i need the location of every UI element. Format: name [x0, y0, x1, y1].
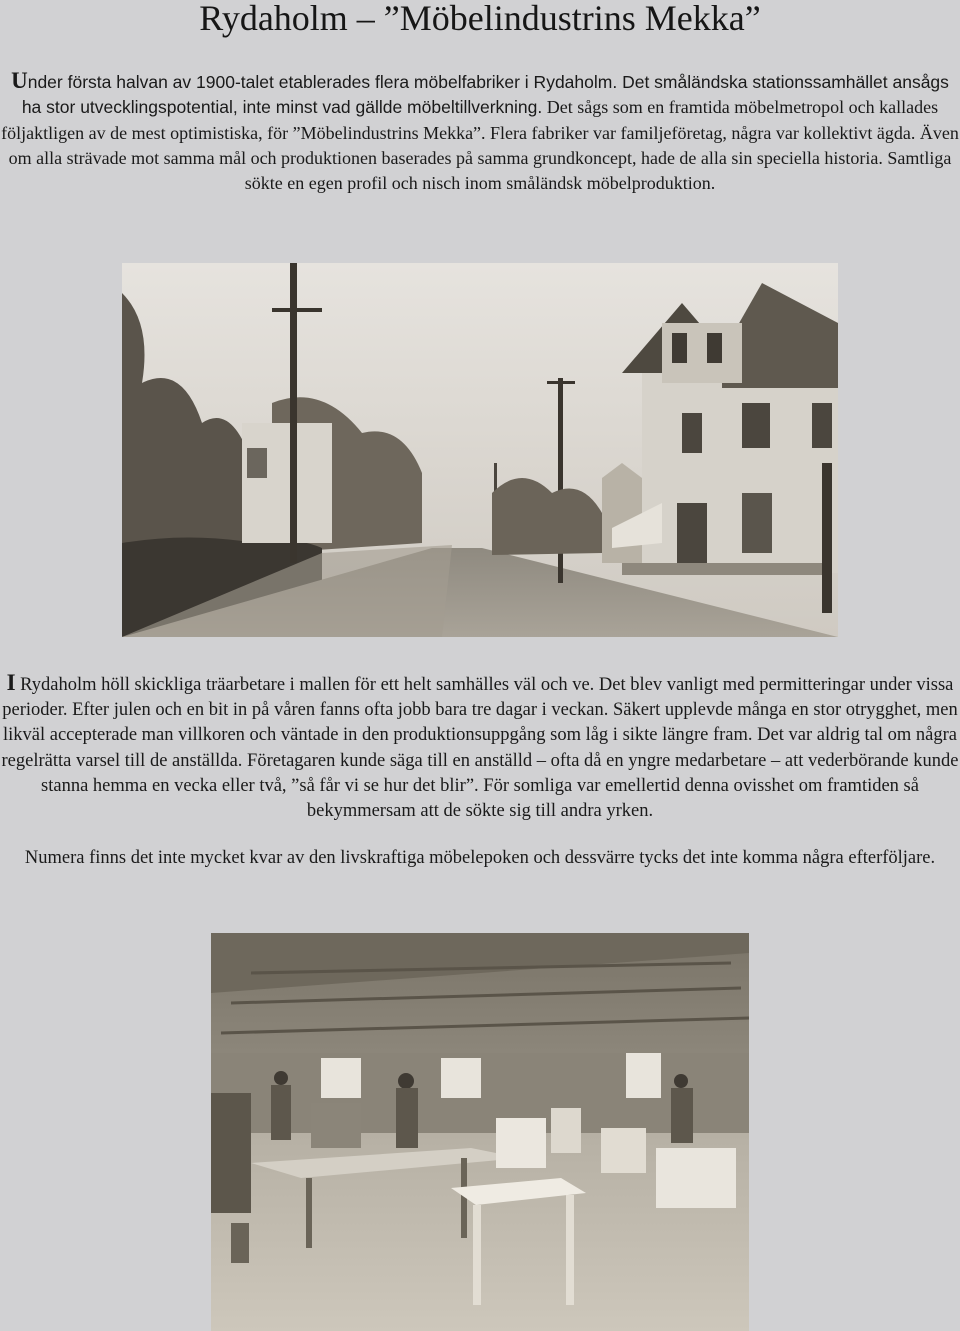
workshop-photo-graphic: [211, 933, 749, 1331]
workshop-photo: [211, 933, 749, 1331]
street-photo-graphic: [122, 263, 838, 637]
body-dropcap: I: [6, 670, 16, 695]
body-text: Rydaholm höll skickliga träarbetare i mallen för ett helt samhälles väl och ve. Det blev vanligt med permitteringar under vissa perioder. Efter julen och en bit in på våren fanns ofta jobb bara tre dagar i veckan. Säkert upplevde många en stor otrygghet, men likväl accepterade man villkoren och väntade in den produktionsuppgång som låg i sikte längre fram. Det var aldrig tal om några regelrätta varsel till de anställda. Företagaren kunde säga till en anställd – ofta då en yngre medarbetare – att vederbörande kunde stanna hemma en vecka eller två, ”så får vi se hur det blir”. För somliga var emellertid denna ovisshet om framtiden så bekymmersam att de sökte sig till andra yrken.: [1, 675, 959, 822]
intro-paragraph: [0, 68, 960, 196]
closing-paragraph: Numera finns det inte mycket kvar av den livskraftiga möbelepoken och dessvärre tycks det inte komma några efterföljare.: [24, 848, 936, 868]
intro-lead-text: nder första halvan av 1900-talet etablerades flera möbelfabriker i Rydaholm. Det småländska stationssamhället ansågs ha stor utvecklingspotential, inte minst vad gällde möbeltillverkning.: [21, 72, 949, 118]
street-photo: [122, 263, 838, 637]
intro-dropcap: U: [11, 68, 28, 93]
body-paragraph: [0, 670, 960, 824]
intro-rest-text: Det sågs som en framtida möbelmetropol och kallades följaktligen av de mest optimistiska, för ”Möbelindustrins Mekka”. Flera fabriker var familjeföretag, några var kollektivt ägda. Även om alla strävade mot samma mål och produktionen baserades på samma grundkoncept, hade de alla sin speciella historia. Samtliga sökte en egen profil och nisch inom småländsk möbelproduktion.: [1, 97, 959, 194]
page-title: Rydaholm – ”Möbelindustrins Mekka”: [199, 0, 761, 38]
